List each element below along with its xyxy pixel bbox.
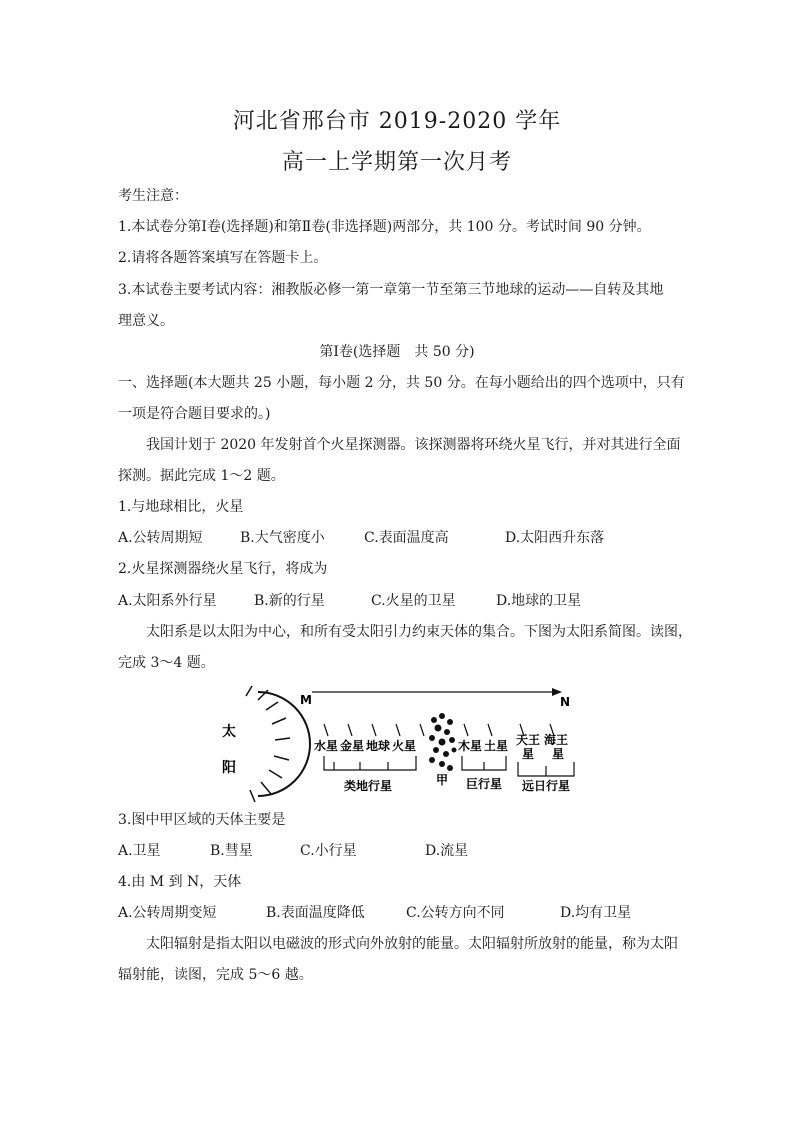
asteroid-belt (429, 713, 457, 771)
section-heading: 第Ⅰ卷(选择题 共 50 分) (319, 344, 475, 360)
planet-label-earth: 地球 (366, 739, 391, 753)
question-3-option-a: A.卫星 (118, 843, 161, 859)
solar-system-figure (200, 684, 600, 804)
planet-label-uranus: 天王 (516, 733, 541, 747)
question-1-stem: 1.与地球相比，火星 (118, 499, 244, 515)
note-item-2: 2.请将各题答案填写在答题卡上。 (118, 250, 328, 266)
label-m: M (300, 693, 312, 707)
question-1-option-c: C.表面温度高 (364, 530, 449, 546)
exam-title: 河北省邢台市 2019-2020 学年 (232, 109, 562, 134)
planet-label-venus: 金星 (340, 739, 365, 753)
question-2-option-c: C.火星的卫星 (371, 593, 456, 609)
sun-shape (258, 692, 310, 796)
sun-label: 阳 (222, 760, 236, 776)
question-2-stem: 2.火星探测器绕火星飞行，将成为 (118, 561, 328, 577)
question-1-option-d: D.太阳西升东落 (505, 530, 605, 546)
note-item-1: 1.本试卷分第Ⅰ卷(选择题)和第Ⅱ卷(非选择题)两部分，共 100 分。考试时间 90 分钟。 (118, 219, 651, 235)
note-item-3-cont: 理意义。 (118, 313, 174, 329)
planet-label-neptune: 海王 (544, 733, 569, 747)
question-3-option-b: B.彗星 (210, 843, 253, 859)
question-3-option-d: D.流星 (425, 843, 469, 859)
question-3-option-c: C.小行星 (300, 843, 357, 859)
group-label-far: 远日行星 (522, 779, 571, 793)
section-instructions-cont: 一项是符合题目要求的。) (118, 406, 271, 422)
label-n: N (560, 695, 571, 709)
planet-label-mars: 火星 (392, 739, 417, 753)
passage-2: 太阳系是以太阳为中心，和所有受太阳引力约束天体的集合。下图为太阳系简图。读图， (146, 624, 692, 640)
question-4-option-b: B.表面温度降低 (266, 905, 365, 921)
question-4-option-a: A.公转周期变短 (118, 905, 217, 921)
question-4-option-c: C.公转方向不同 (406, 905, 505, 921)
question-3-stem: 3.图中甲区域的天体主要是 (118, 812, 286, 828)
passage-2-cont: 完成 3～4 题。 (118, 655, 215, 671)
planet-label-neptune-cont: 星 (552, 747, 565, 761)
group-label-giant: 巨行星 (466, 777, 503, 791)
question-2-option-a: A.太阳系外行星 (118, 593, 217, 609)
question-1-option-a: A.公转周期短 (118, 530, 203, 546)
question-4-option-d: D.均有卫星 (560, 905, 632, 921)
question-4-stem: 4.由 M 到 N，天体 (118, 874, 242, 890)
question-2-option-d: D.地球的卫星 (496, 593, 582, 609)
question-2-option-b: B.新的行星 (254, 593, 325, 609)
notes-heading: 考生注意： (118, 188, 188, 204)
sun-label: 太 (222, 724, 236, 740)
group-label-terrestrial: 类地行星 (344, 779, 393, 793)
passage-1: 我国计划于 2020 年发射首个火星探测器。该探测器将环绕火星飞行，并对其进行全面 (146, 437, 681, 453)
planet-label-uranus-cont: 星 (522, 747, 535, 761)
planet-label-jupiter: 木星 (458, 739, 483, 753)
passage-3: 太阳辐射是指太阳以电磁波的形式向外放射的能量。太阳辐射所放射的能量，称为太阳 (146, 936, 678, 952)
note-item-3: 3.本试卷主要考试内容：湘教版必修一第一章第一节至第三节地球的运动——自转及其地 (118, 282, 664, 298)
sun-rays (246, 686, 290, 802)
passage-3-cont: 辐射能，读图，完成 5～6 越。 (118, 967, 313, 983)
exam-subtitle: 高一上学期第一次月考 (281, 150, 512, 175)
planet-label-saturn: 土星 (484, 739, 509, 753)
section-instructions: 一、选择题(本大题共 25 小题，每小题 2 分，共 50 分。在每小题给出的四个选项中，只有 (118, 375, 685, 391)
asteroid-belt-label: 甲 (436, 773, 449, 787)
planet-label-mercury: 水星 (314, 739, 339, 753)
question-1-option-b: B.大气密度小 (240, 530, 325, 546)
passage-1-cont: 探测。据此完成 1～2 题。 (118, 468, 285, 484)
